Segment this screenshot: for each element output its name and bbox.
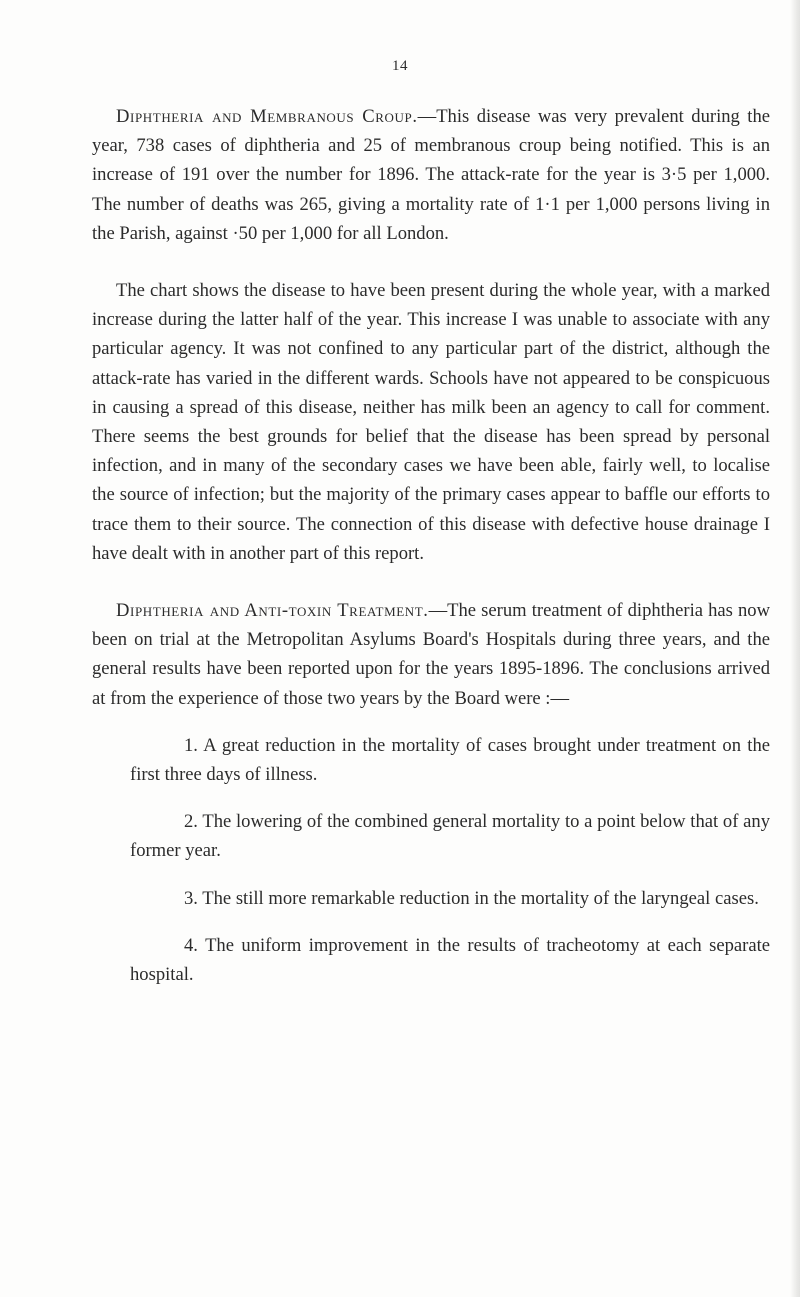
paragraph-chart-discussion: The chart shows the disease to have been present during the whole year, with a marked increase during the latter half of the year. This increase I was unable to associate with any particular agency. It was not confined to any particular part of the district, although the attack-rate has varied in the different wards. Schools have not appeared to be conspicuous in causing a spread of this disease, neither has milk been an agency to call for comment. There seems the best grounds for belief that the disease has been spread by personal infection, and in many of the secondary cases we have been able, fairly well, to localise the source of infection; but the majority of the primary cases appear to baffle our efforts to trace them to their source. The connection of this disease with defective house drainage I have dealt with in another part of this report.	[92, 280, 770, 564]
list-item	[92, 884, 770, 913]
list-item-number: 2.	[184, 811, 198, 833]
paragraph-diphtheria-croup	[92, 102, 770, 248]
page-edge-shadow	[790, 0, 800, 1297]
list-item-number: 3.	[184, 887, 198, 909]
page-number: 14	[392, 58, 408, 74]
list-item-text: The uniform improvement in the results of tracheotomy at each separate hospital.	[130, 934, 770, 986]
paragraph-text: —This disease was very prevalent during the year, 738 cases of diphtheria and 25 of membranous croup being notified. This is an increase of 191 over the number for 1896. The attack-rate for the year is 3·5 per 1,000. The number of deaths was 265, giving a mortality rate of 1·1 per 1,000 persons living in the Parish, against ·50 per 1,000 for all London.	[92, 106, 770, 244]
page-body	[92, 102, 770, 1007]
list-item	[92, 807, 770, 865]
list-item	[92, 731, 770, 789]
list-item-number: 1.	[184, 734, 198, 756]
section-heading-anti-toxin: Diphtheria and Anti-toxin Treatment.	[116, 600, 429, 622]
list-item-text: The still more remarkable reduction in the mortality of the laryngeal cases.	[202, 887, 759, 909]
list-item	[92, 931, 770, 989]
list-item-text: A great reduction in the mortality of cases brought under treatment on the first three days of illness.	[130, 734, 770, 786]
list-item-text: The lowering of the combined general mortality to a point below that of any former year.	[130, 811, 770, 862]
conclusions-list	[92, 731, 770, 989]
list-item-number: 4.	[184, 934, 198, 956]
paragraph-anti-toxin	[92, 596, 770, 713]
paragraph-text: —The serum treatment of diphtheria has now been on trial at the Metropolitan Asylums Board's Hospitals during three years, and the general results have been reported upon for the years 1895-1896. The conclusions arrived at from the experience of those two years by the Board were :—	[92, 600, 770, 709]
section-heading-diphtheria-croup: Diphtheria and Membranous Croup.	[116, 106, 418, 127]
